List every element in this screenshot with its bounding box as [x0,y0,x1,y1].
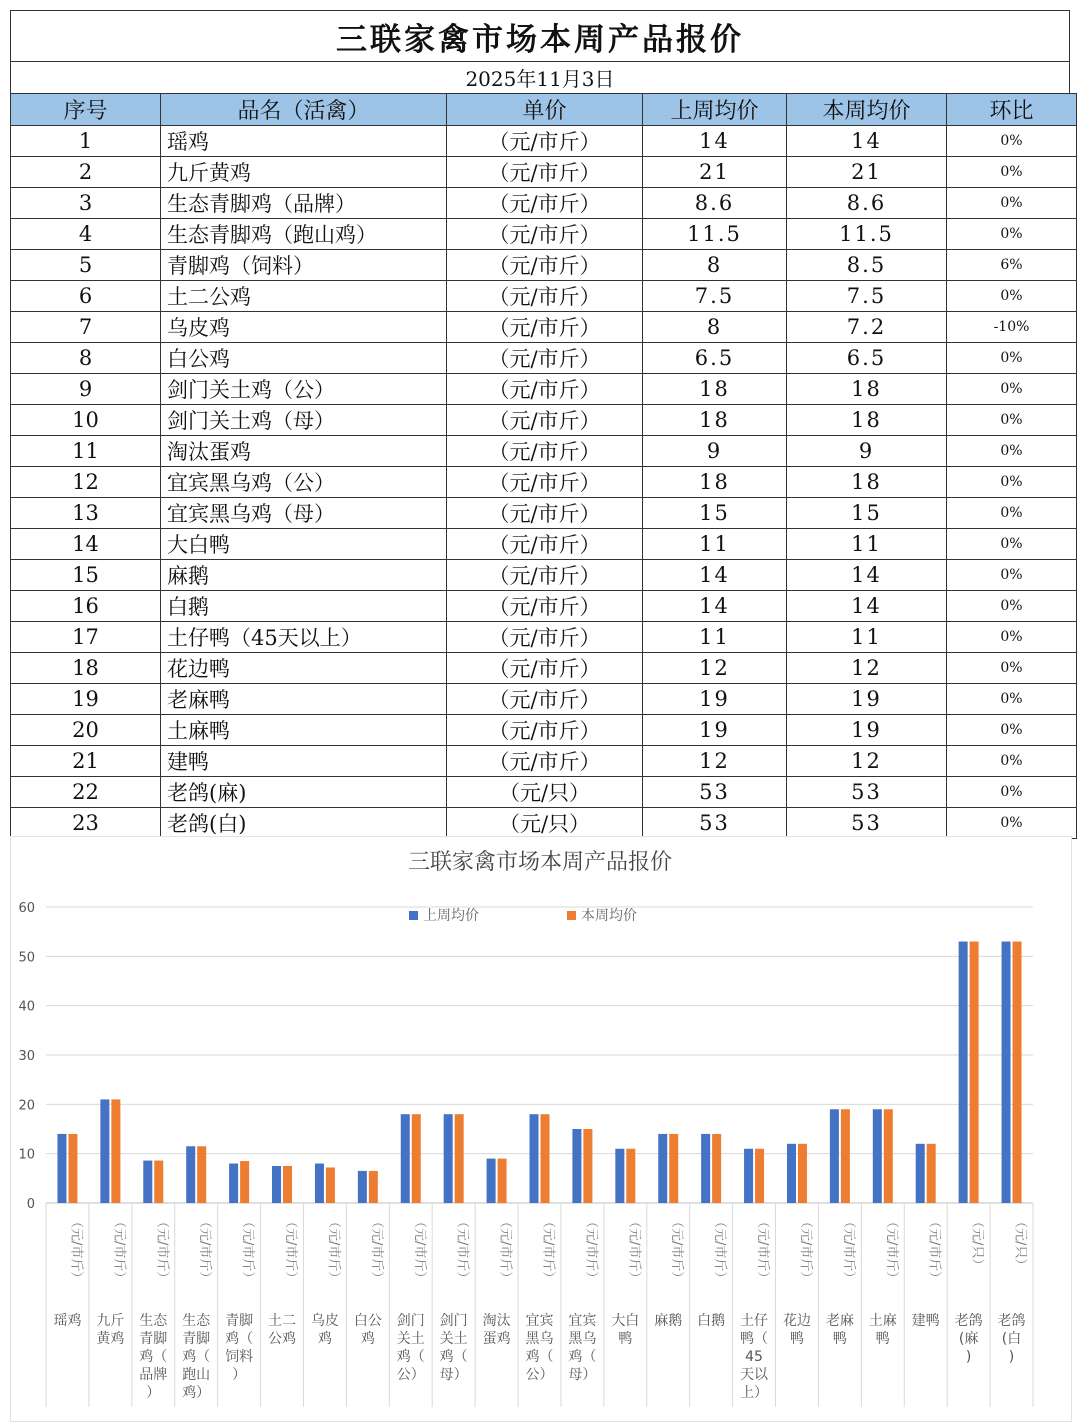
cell-unit: （元/市斤） [447,684,643,715]
cell-prev-avg: 7.5 [643,281,787,312]
x-unit-label: （元/市斤） [325,1215,341,1285]
x-category-label: 宜宾黑乌鸡（母） [568,1313,597,1383]
cell-ratio: 0% [947,560,1077,591]
x-unit-label: （元/只） [969,1215,985,1272]
cell-cur-avg: 21 [787,157,947,188]
sheet-title: 三联家禽市场本周产品报价 [10,10,1070,61]
x-unit-label: （元/市斤） [240,1215,256,1285]
cell-seq: 23 [11,808,161,839]
bar-prev [229,1164,238,1203]
cell-cur-avg: 19 [787,715,947,746]
x-unit-label: （元/市斤） [883,1215,899,1285]
cell-prev-avg: 8.6 [643,188,787,219]
cell-seq: 21 [11,746,161,777]
cell-cur-avg: 9 [787,436,947,467]
cell-unit: （元/市斤） [447,312,643,343]
cell-name: 花边鸭 [161,653,447,684]
cell-name: 白鹅 [161,591,447,622]
header-unit: 单价 [447,94,643,126]
legend-label: 上周均价 [423,908,479,924]
x-unit-label: （元/市斤） [283,1215,299,1285]
x-unit-label: （元/只） [1012,1215,1028,1272]
cell-seq: 5 [11,250,161,281]
x-category-label: 土二公鸡 [268,1313,297,1347]
table-row [11,653,1077,684]
cell-unit: （元/只） [447,808,643,839]
cell-seq: 2 [11,157,161,188]
cell-name: 白公鸡 [161,343,447,374]
cell-unit: （元/市斤） [447,219,643,250]
cell-name: 生态青脚鸡（跑山鸡） [161,219,447,250]
bar-cur [541,1114,550,1203]
cell-prev-avg: 9 [643,436,787,467]
bar-prev [272,1166,281,1203]
bar-cur [369,1171,378,1203]
table-row [11,808,1077,839]
bar-cur [927,1144,936,1203]
cell-cur-avg: 11 [787,622,947,653]
cell-cur-avg: 53 [787,777,947,808]
cell-ratio: 0% [947,374,1077,405]
price-sheet [10,10,1070,839]
cell-unit: （元/市斤） [447,157,643,188]
cell-prev-avg: 8 [643,312,787,343]
cell-name: 麻鹅 [161,560,447,591]
cell-ratio: 0% [947,746,1077,777]
bar-cur [755,1149,764,1203]
cell-cur-avg: 11 [787,529,947,560]
cell-name: 老鸽(麻) [161,777,447,808]
x-category-label: 生态青脚鸡（品牌） [139,1313,168,1401]
cell-cur-avg: 7.5 [787,281,947,312]
bar-cur [884,1109,893,1203]
cell-ratio: 6% [947,250,1077,281]
cell-cur-avg: 15 [787,498,947,529]
bar-cur [841,1109,850,1203]
cell-seq: 18 [11,653,161,684]
cell-seq: 9 [11,374,161,405]
x-unit-label: （元/市斤） [68,1215,84,1285]
x-unit-label: （元/市斤） [197,1215,213,1285]
table-row [11,684,1077,715]
cell-name: 大白鸭 [161,529,447,560]
cell-unit: （元/市斤） [447,436,643,467]
cell-cur-avg: 14 [787,591,947,622]
cell-seq: 13 [11,498,161,529]
cell-prev-avg: 14 [643,126,787,157]
bar-prev [100,1099,109,1203]
cell-prev-avg: 6.5 [643,343,787,374]
y-tick-label: 10 [18,1147,35,1163]
header-name: 品名（活禽） [161,94,447,126]
x-unit-label: （元/市斤） [154,1215,170,1285]
table-row [11,746,1077,777]
table-row [11,405,1077,436]
table-row [11,374,1077,405]
table-row [11,560,1077,591]
x-unit-label: （元/市斤） [712,1215,728,1285]
bar-prev [530,1114,539,1203]
legend-swatch [409,911,418,920]
cell-name: 土麻鸭 [161,715,447,746]
cell-prev-avg: 14 [643,560,787,591]
x-unit-label: （元/市斤） [368,1215,384,1285]
bar-prev [959,942,968,1203]
table-row [11,188,1077,219]
x-unit-label: （元/市斤） [669,1215,685,1285]
bar-cur [412,1114,421,1203]
x-unit-label: （元/市斤） [755,1215,771,1285]
x-category-label: 生态青脚鸡（跑山鸡） [182,1313,211,1401]
price-table [10,93,1077,839]
x-unit-label: （元/市斤） [411,1215,427,1285]
bar-prev [57,1134,66,1203]
cell-cur-avg: 12 [787,746,947,777]
cell-cur-avg: 53 [787,808,947,839]
cell-ratio: 0% [947,405,1077,436]
cell-ratio: 0% [947,188,1077,219]
table-row [11,467,1077,498]
cell-unit: （元/市斤） [447,715,643,746]
table-row [11,219,1077,250]
cell-ratio: 0% [947,684,1077,715]
cell-ratio: 0% [947,219,1077,250]
cell-cur-avg: 11.5 [787,219,947,250]
bar-prev [1002,942,1011,1203]
cell-cur-avg: 18 [787,467,947,498]
cell-unit: （元/市斤） [447,529,643,560]
table-row [11,715,1077,746]
cell-ratio: 0% [947,281,1077,312]
cell-ratio: 0% [947,777,1077,808]
cell-name: 瑶鸡 [161,126,447,157]
cell-prev-avg: 12 [643,746,787,777]
cell-cur-avg: 19 [787,684,947,715]
bar-prev [658,1134,667,1203]
bar-prev [444,1114,453,1203]
x-unit-label: （元/市斤） [540,1215,556,1285]
x-unit-label: （元/市斤） [840,1215,856,1285]
x-category-label: 老鸽(麻) [954,1313,983,1365]
x-unit-label: （元/市斤） [626,1215,642,1285]
x-category-label: 麻鹅 [654,1313,683,1329]
x-unit-label: （元/市斤） [797,1215,813,1285]
cell-prev-avg: 19 [643,715,787,746]
chart-title: 三联家禽市场本周产品报价 [407,850,673,875]
x-category-label: 青脚鸡（饲料） [225,1313,254,1383]
cell-unit: （元/市斤） [447,498,643,529]
bar-cur [669,1134,678,1203]
x-category-label: 九斤黄鸡 [96,1313,125,1347]
cell-unit: （元/只） [447,777,643,808]
cell-unit: （元/市斤） [447,405,643,436]
x-category-label: 大白鸭 [611,1313,640,1347]
table-row [11,157,1077,188]
table-row [11,343,1077,374]
cell-name: 剑门关土鸡（公） [161,374,447,405]
bar-prev [916,1144,925,1203]
bar-prev [186,1146,195,1203]
x-category-label: 建鸭 [911,1313,940,1329]
bar-cur [498,1159,507,1203]
bar-prev [787,1144,796,1203]
bar-cur [326,1167,335,1203]
cell-ratio: 0% [947,715,1077,746]
cell-name: 乌皮鸡 [161,312,447,343]
sheet-date: 2025年11月3日 [10,61,1070,93]
cell-name: 土二公鸡 [161,281,447,312]
table-row [11,281,1077,312]
table-row [11,777,1077,808]
x-unit-label: （元/市斤） [454,1215,470,1285]
cell-seq: 22 [11,777,161,808]
x-category-label: 白鹅 [697,1313,726,1329]
bar-cur [197,1146,206,1203]
cell-ratio: 0% [947,653,1077,684]
cell-name: 老鸽(白) [161,808,447,839]
table-row [11,622,1077,653]
bar-prev [873,1109,882,1203]
bar-cur [111,1099,120,1203]
header-prev-avg: 上周均价 [643,94,787,126]
cell-name: 青脚鸡（饲料） [161,250,447,281]
bar-prev [358,1171,367,1203]
x-category-label: 土麻鸭 [868,1313,897,1347]
bar-prev [615,1149,624,1203]
bar-cur [970,942,979,1203]
cell-prev-avg: 18 [643,374,787,405]
cell-unit: （元/市斤） [447,126,643,157]
cell-seq: 8 [11,343,161,374]
cell-name: 剑门关土鸡（母） [161,405,447,436]
cell-name: 老麻鸭 [161,684,447,715]
cell-seq: 6 [11,281,161,312]
bar-cur [240,1161,249,1203]
cell-ratio: 0% [947,622,1077,653]
cell-seq: 1 [11,126,161,157]
cell-cur-avg: 18 [787,405,947,436]
cell-ratio: 0% [947,436,1077,467]
cell-unit: （元/市斤） [447,250,643,281]
table-row [11,312,1077,343]
bar-prev [143,1161,152,1203]
cell-cur-avg: 7.2 [787,312,947,343]
cell-seq: 20 [11,715,161,746]
cell-ratio: -10% [947,312,1077,343]
cell-prev-avg: 8 [643,250,787,281]
cell-cur-avg: 6.5 [787,343,947,374]
table-row [11,436,1077,467]
cell-ratio: 0% [947,498,1077,529]
bar-cur [68,1134,77,1203]
table-row [11,250,1077,281]
cell-prev-avg: 21 [643,157,787,188]
x-category-label: 剑门关土鸡（母） [439,1313,468,1383]
bar-prev [744,1149,753,1203]
x-category-label: 乌皮鸡 [310,1313,339,1347]
y-tick-label: 30 [18,1049,35,1064]
cell-unit: （元/市斤） [447,467,643,498]
cell-ratio: 0% [947,529,1077,560]
header-ratio: 环比 [947,94,1077,126]
x-category-label: 老鸽(白) [997,1313,1026,1365]
cell-seq: 11 [11,436,161,467]
cell-name: 生态青脚鸡（品牌） [161,188,447,219]
bar-prev [487,1159,496,1203]
cell-seq: 10 [11,405,161,436]
table-row [11,126,1077,157]
cell-prev-avg: 14 [643,591,787,622]
y-tick-label: 50 [18,950,35,966]
bar-prev [315,1164,324,1203]
cell-cur-avg: 14 [787,126,947,157]
cell-prev-avg: 15 [643,498,787,529]
cell-seq: 3 [11,188,161,219]
cell-prev-avg: 12 [643,653,787,684]
table-row [11,529,1077,560]
bar-cur [583,1129,592,1203]
cell-ratio: 0% [947,467,1077,498]
y-tick-label: 60 [18,901,35,916]
cell-cur-avg: 18 [787,374,947,405]
cell-seq: 19 [11,684,161,715]
table-row [11,591,1077,622]
cell-cur-avg: 12 [787,653,947,684]
y-tick-label: 40 [18,999,35,1015]
cell-ratio: 0% [947,157,1077,188]
cell-seq: 14 [11,529,161,560]
cell-unit: （元/市斤） [447,591,643,622]
price-chart-svg [11,837,1069,1419]
x-unit-label: （元/市斤） [583,1215,599,1285]
header-seq: 序号 [11,94,161,126]
x-category-label: 淘汰蛋鸡 [482,1313,511,1347]
y-tick-label: 0 [26,1197,35,1212]
cell-ratio: 0% [947,591,1077,622]
x-unit-label: （元/市斤） [111,1215,127,1285]
cell-ratio: 0% [947,126,1077,157]
cell-seq: 7 [11,312,161,343]
cell-unit: （元/市斤） [447,188,643,219]
x-unit-label: （元/市斤） [926,1215,942,1285]
cell-prev-avg: 53 [643,777,787,808]
cell-ratio: 0% [947,808,1077,839]
cell-unit: （元/市斤） [447,281,643,312]
cell-name: 宜宾黑乌鸡（母） [161,498,447,529]
cell-unit: （元/市斤） [447,374,643,405]
cell-unit: （元/市斤） [447,343,643,374]
x-category-label: 土仔鸭（ 45 天以上） [740,1313,769,1401]
x-category-label: 剑门关土鸡（公） [396,1313,425,1383]
x-category-label: 老麻鸭 [825,1313,854,1347]
cell-prev-avg: 11 [643,622,787,653]
cell-unit: （元/市斤） [447,560,643,591]
cell-unit: （元/市斤） [447,622,643,653]
cell-prev-avg: 53 [643,808,787,839]
cell-seq: 17 [11,622,161,653]
cell-ratio: 0% [947,343,1077,374]
bar-prev [401,1114,410,1203]
bar-cur [154,1161,163,1203]
header-cur-avg: 本周均价 [787,94,947,126]
x-category-label: 宜宾黑乌鸡（公） [525,1313,554,1383]
bar-cur [455,1114,464,1203]
cell-prev-avg: 11 [643,529,787,560]
bar-cur [712,1134,721,1203]
cell-seq: 12 [11,467,161,498]
bar-prev [830,1109,839,1203]
y-tick-label: 20 [18,1098,35,1114]
cell-prev-avg: 19 [643,684,787,715]
cell-prev-avg: 18 [643,467,787,498]
cell-seq: 15 [11,560,161,591]
bar-cur [283,1166,292,1203]
cell-name: 九斤黄鸡 [161,157,447,188]
cell-prev-avg: 18 [643,405,787,436]
cell-seq: 4 [11,219,161,250]
cell-name: 建鸭 [161,746,447,777]
cell-name: 宜宾黑乌鸡（公） [161,467,447,498]
bar-cur [1013,942,1022,1203]
legend-label: 本周均价 [581,908,637,924]
cell-cur-avg: 8.6 [787,188,947,219]
x-category-label: 花边鸭 [782,1313,811,1347]
cell-unit: （元/市斤） [447,746,643,777]
cell-cur-avg: 14 [787,560,947,591]
cell-seq: 16 [11,591,161,622]
bar-cur [798,1144,807,1203]
x-unit-label: （元/市斤） [497,1215,513,1285]
x-category-label: 白公鸡 [353,1313,382,1347]
cell-unit: （元/市斤） [447,653,643,684]
cell-name: 淘汰蛋鸡 [161,436,447,467]
table-header-row [11,94,1077,126]
bar-cur [626,1149,635,1203]
cell-name: 土仔鸭（45天以上） [161,622,447,653]
legend-swatch [567,911,576,920]
cell-cur-avg: 8.5 [787,250,947,281]
bar-prev [701,1134,710,1203]
cell-prev-avg: 11.5 [643,219,787,250]
x-category-label: 瑶鸡 [53,1313,82,1329]
table-row [11,498,1077,529]
price-chart [10,836,1072,1422]
bar-prev [572,1129,581,1203]
